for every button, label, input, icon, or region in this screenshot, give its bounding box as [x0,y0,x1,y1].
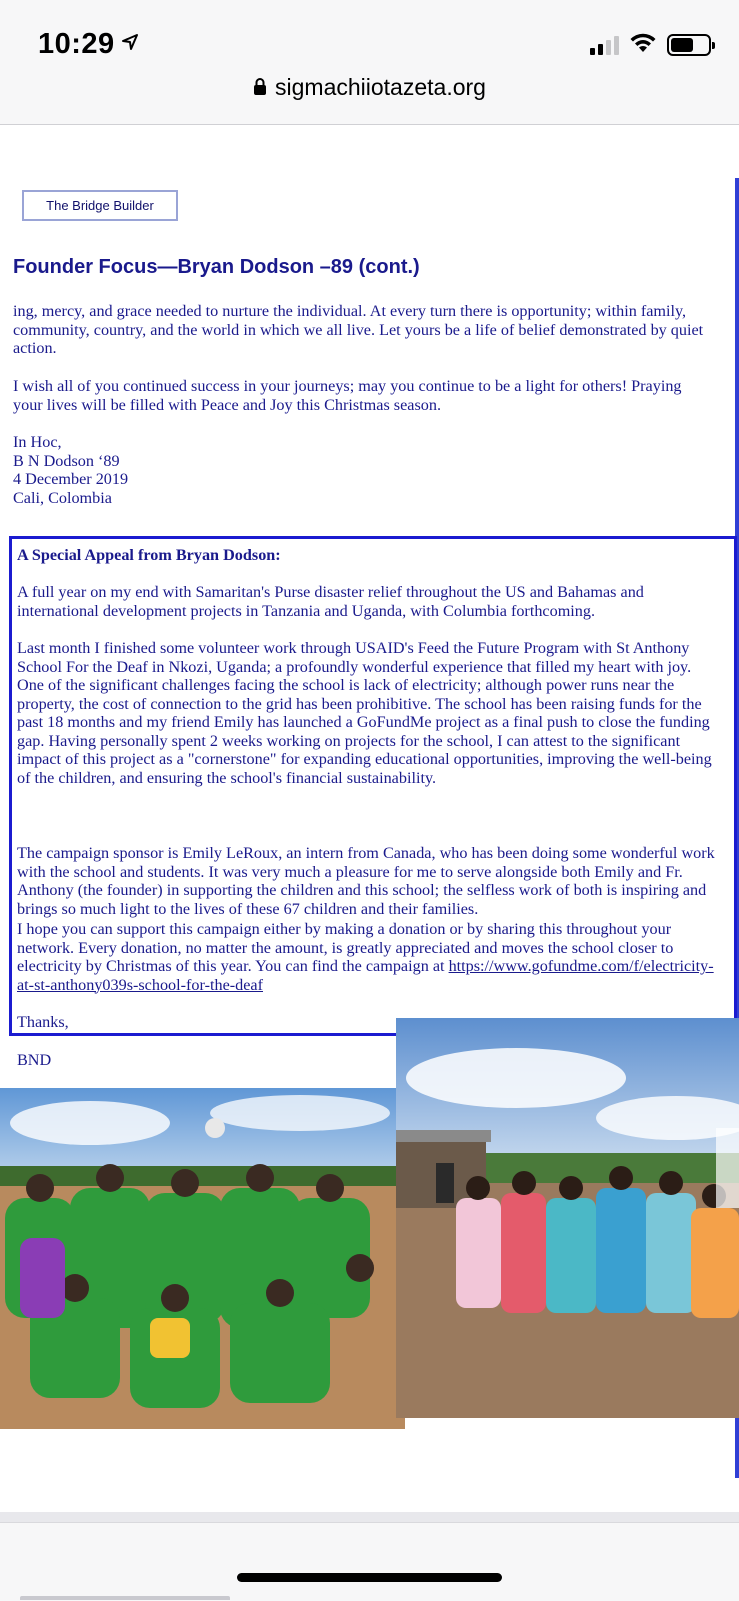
status-icons [590,32,711,58]
browser-bottom-bar [0,1522,739,1601]
appeal-paragraph-3: The campaign sponsor is Emily LeRoux, an intern from Canada, who has been doing some wonderful work with the school and students. It was very much a pleasure for me to serve alongside both Emily and Fr. Anthony (the founder) in supporting the children and this school; the selfless work of both is inspiring and brings so much light to the lives of these 67 children and their families. [17,844,715,918]
page-title: Founder Focus—Bryan Dodson –89 (cont.) [13,256,420,278]
appeal-paragraph-2: Last month I finished some volunteer work through USAID's Feed the Future Program with St Anthony School For the Deaf in Nkozi, Uganda; a profoundly wonderful experience that filled my heart with joy. One of the significant challenges facing the school is lack of electricity; although power runs near the property, the cost of connection to the grid has been prohibitive. The school has been raising funds for the past 18 months and my friend Emily has launched a GoFundMe project as a final push to close the funding gap. Having personally spent 2 weeks working on projects for the school, I can attest to the significant impact of this project as a "cornerstone" for expanding educational opportunities, improving the well-being of the children, and ensuring the school's financial sustainability. [17,639,712,787]
url-bar[interactable] [0,74,739,102]
appeal-paragraph-1: A full year on my end with Samaritan's Purse disaster relief throughout the US and Bahamas and international development projects in Tanzania and Uganda, with Columbia forthcoming. [17,583,644,620]
wifi-icon [629,32,657,58]
children-photo-2 [396,1018,739,1418]
appeal-paragraph-4-text: I hope you can support this campaign either by making a donation or by sharing this throughout your network. Every donation, no matter the amount, is greatly appreciated and moves the school closer to electricity by Christmas of this year. You can find the campaign at [17,920,674,975]
appeal-title: A Special Appeal from Bryan Dodson: [17,546,281,564]
battery-icon [667,34,711,56]
letter-paragraph-2: I wish all of you continued success in your journeys; may you continue to be a light for others! Praying your lives will be filled with Peace and Joy this Christmas season. [13,377,682,414]
letter-paragraph-1: ing, mercy, and grace needed to nurture the individual. At every turn there is opportunity; within family, community, country, and the world in which we all live. Let yours be a life of belief demonstrated by quiet action. [13,302,704,357]
status-time [38,26,139,61]
signal-icon [590,35,619,55]
initials-text: BND [17,1051,52,1069]
signature-block [13,433,713,507]
url-text[interactable]: sigmachiiotazeta.org [275,74,486,100]
bottom-tab-hint [20,1596,230,1600]
appeal-paragraph-4 [17,920,721,994]
browser-top-bar [0,0,739,125]
children-photo-1 [0,1088,405,1429]
time-label: 10:29 [38,28,115,60]
lock-icon [253,75,267,102]
thanks-text: Thanks, [17,1013,69,1031]
home-indicator[interactable] [237,1573,502,1582]
tag-label: The Bridge Builder [46,198,154,213]
page-bottom-strip [0,1512,739,1522]
signature-line: 4 December 2019 [13,470,129,488]
signature-line: B N Dodson ‘89 [13,451,120,470]
bridge-builder-tag [22,190,178,221]
gofundme-link[interactable]: https://www.gofundme.com/f/electricity-at-st-anthony039s-school-for-the-deaf [17,957,714,994]
signature-line: Cali, Colombia [13,488,112,507]
location-arrow-icon [121,26,139,59]
signature-line: In Hoc, [13,433,62,451]
